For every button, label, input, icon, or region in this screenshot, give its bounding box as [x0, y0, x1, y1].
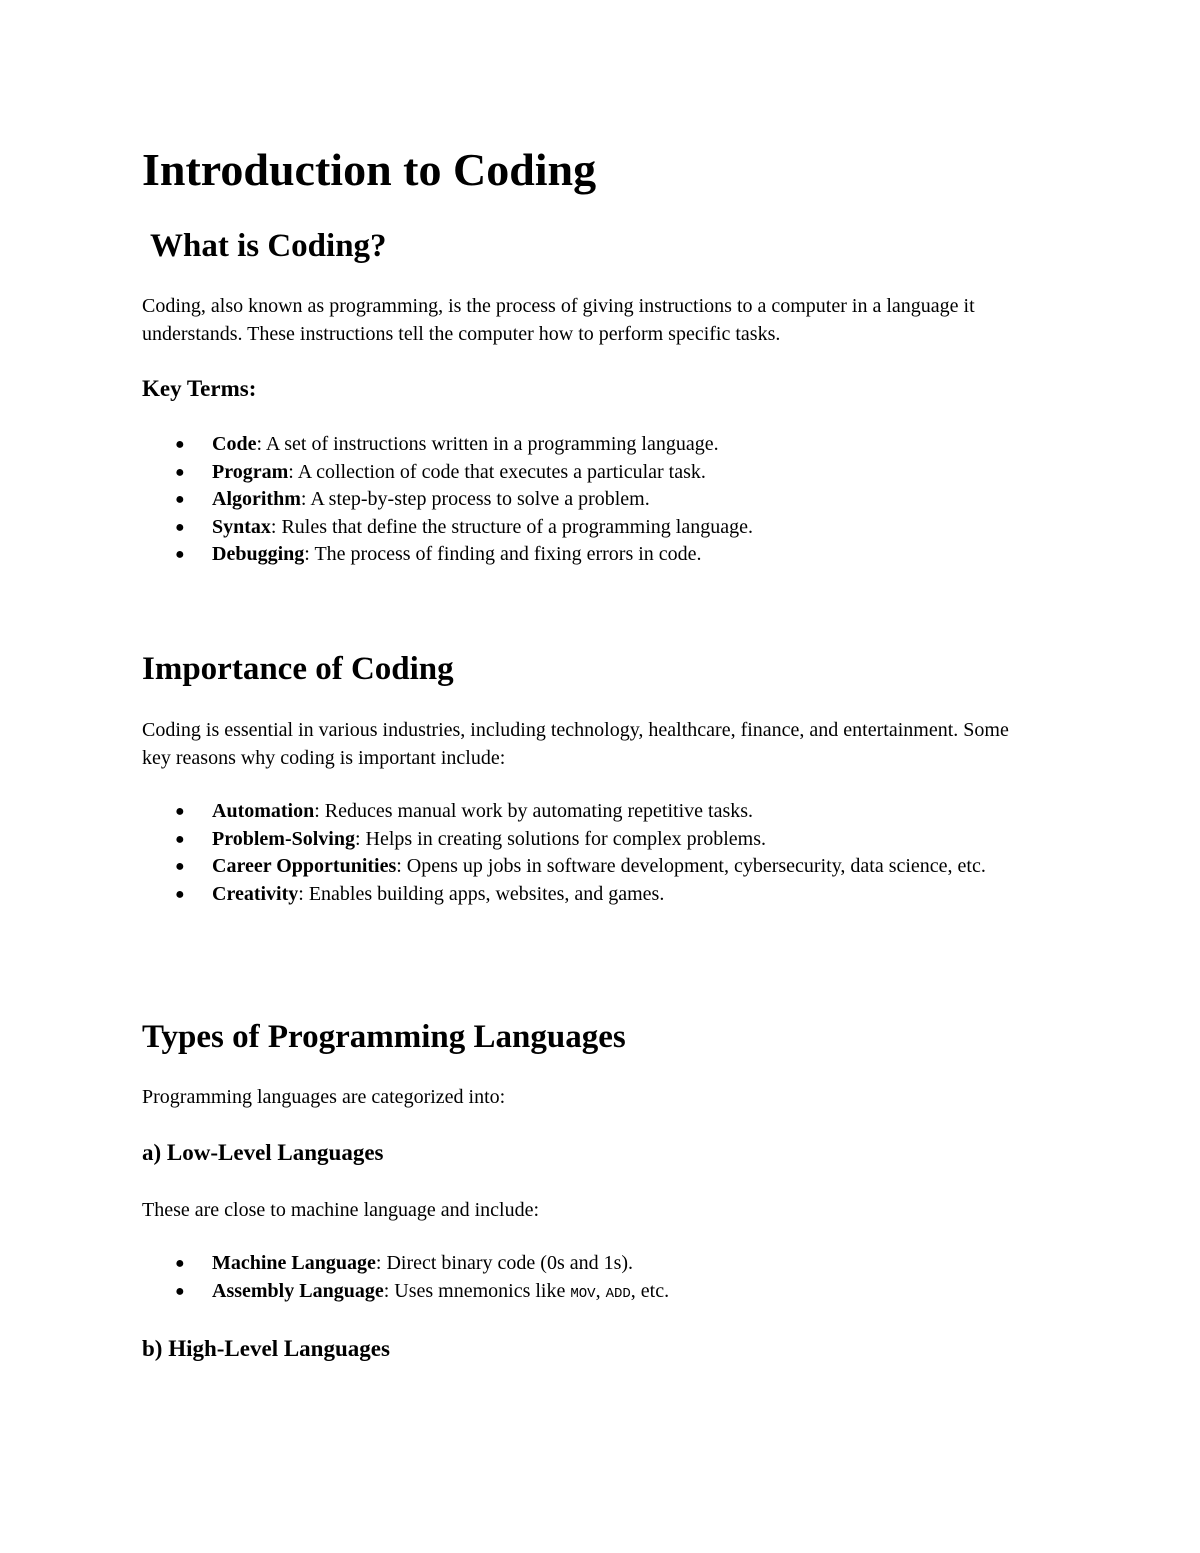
- what-is-coding-heading: What is Coding?: [150, 228, 387, 264]
- term-definition: : A set of instructions written in a programming language.: [256, 433, 719, 455]
- list-item: [142, 1278, 1022, 1309]
- code-mov: MOV: [570, 1285, 596, 1302]
- low-level-list: [142, 1250, 1022, 1308]
- bullet-icon: ●: [175, 518, 185, 536]
- list-item: [142, 853, 1022, 881]
- importance-heading: Importance of Coding: [142, 651, 454, 687]
- list-item: [142, 1250, 1022, 1278]
- bullet-icon: ●: [175, 830, 185, 848]
- key-terms-heading: Key Terms:: [142, 376, 257, 401]
- types-heading: Types of Programming Languages: [142, 1019, 626, 1055]
- term-definition: : Rules that define the structure of a programming language.: [270, 515, 753, 538]
- term-definition: : The process of finding and fixing errors in code.: [304, 543, 702, 565]
- term-label: Debugging: [212, 543, 305, 565]
- term-definition: : Direct binary code (0s and 1s).: [375, 1252, 634, 1274]
- term-definition: : Enables building apps, websites, and games.: [298, 882, 665, 905]
- term-label: Syntax: [212, 515, 271, 538]
- code-add: ADD: [605, 1285, 631, 1302]
- term-definition: : A collection of code that executes a particular task.: [288, 460, 706, 483]
- term-label: Assembly Language: [212, 1279, 384, 1302]
- term-label: Career Opportunities: [212, 855, 397, 877]
- term-definition: : Opens up jobs in software development, cybersecurity, data science, etc.: [396, 855, 986, 877]
- list-item: [142, 486, 1022, 514]
- list-item: [142, 798, 1022, 826]
- bullet-icon: ●: [175, 436, 185, 453]
- term-definition: : Uses mnemonics like: [383, 1279, 571, 1302]
- list-item: [142, 881, 1022, 909]
- low-level-paragraph: These are close to machine language and include:: [142, 1199, 540, 1221]
- low-level-heading: a) Low-Level Languages: [142, 1140, 384, 1165]
- bullet-icon: ●: [175, 885, 185, 903]
- list-item: [142, 459, 1022, 487]
- bullet-icon: ●: [175, 858, 185, 875]
- bullet-icon: ●: [175, 803, 185, 820]
- term-label: Algorithm: [212, 488, 301, 510]
- importance-paragraph: Coding is essential in various industries, including technology, healthcare, finance, and entertainment. Some key reasons why coding is important include:: [142, 719, 1009, 769]
- term-label: Machine Language: [212, 1252, 376, 1274]
- bullet-icon: ●: [175, 546, 185, 563]
- term-definition-suffix: , etc.: [630, 1279, 670, 1302]
- term-label: Program: [212, 460, 289, 483]
- list-item: [142, 826, 1022, 854]
- bullet-icon: ●: [175, 463, 185, 481]
- separator: ,: [595, 1279, 606, 1302]
- page-title: Introduction to Coding: [142, 144, 597, 195]
- bullet-icon: ●: [175, 1282, 185, 1300]
- key-terms-list: [142, 431, 1022, 569]
- term-label: Automation: [212, 800, 315, 822]
- term-definition: : Helps in creating solutions for complex problems.: [354, 827, 767, 850]
- list-item: [142, 514, 1022, 542]
- what-is-coding-paragraph: Coding, also known as programming, is the process of giving instructions to a computer in a language it understands. These instructions tell the computer how to perform specific tasks.: [142, 295, 975, 345]
- bullet-icon: ●: [175, 1255, 185, 1272]
- importance-list: [142, 798, 1022, 908]
- types-paragraph: Programming languages are categorized into:: [142, 1086, 506, 1108]
- term-label: Code: [212, 433, 257, 455]
- list-item: [142, 541, 1022, 569]
- term-definition: : Reduces manual work by automating repetitive tasks.: [314, 800, 754, 822]
- term-label: Problem-Solving: [212, 827, 355, 850]
- term-definition: : A step-by-step process to solve a problem.: [300, 488, 650, 510]
- bullet-icon: ●: [175, 491, 185, 508]
- high-level-heading: b) High-Level Languages: [142, 1336, 390, 1361]
- list-item: [142, 431, 1022, 459]
- term-label: Creativity: [212, 882, 299, 905]
